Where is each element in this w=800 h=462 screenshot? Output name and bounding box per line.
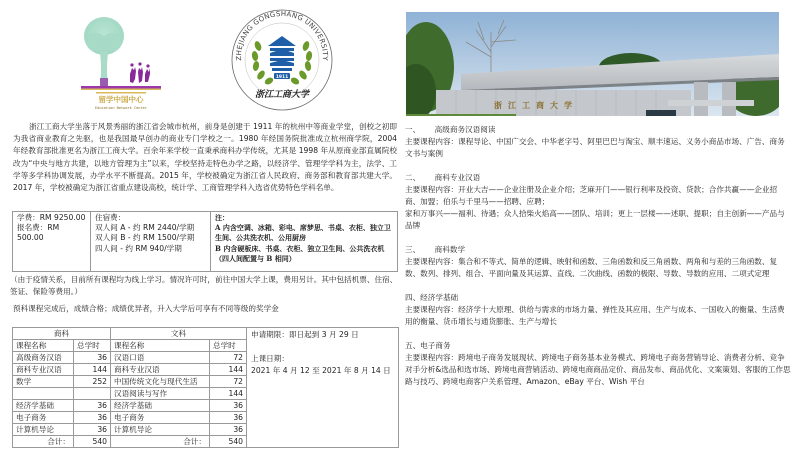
syllabus-item-business-chinese [405, 172, 791, 232]
arts-course: 汉语阅读与写作 [111, 388, 210, 400]
university-intro-paragraph: 浙江工商大学坐落于风景秀丽的浙江省会城市杭州，前身是创建于 1911 年的杭州中等商业学堂，创校之初即为我省商业教育之先驱，也是我国最早创办的商业专门学校之一。1980 年经国务院批准成立杭州商学院，2004 年经教育部批准更名为浙江工商大学。百余年来学校一直秉承商科办学传统，尤其是 1998 年从原商业部直属院校改为“中央与地方共建，以地方管理为主”以来，学校坚持走特色办学之路，以经济学、管理学学科为主，法学、工学等多学科协调发展，办学水平不断提高。2015 年，学校被确定为浙江省人民政府、商务部和教育部共建大学。 2017 年，学校被确定为浙江省重点建设高校，统计学、工商管理学科入选省优势特色学科名单。 [13, 122, 397, 193]
arts-course: 商科专业汉语 [111, 364, 210, 376]
section-content: 主要课程内容：开业大吉——企业注册及企业介绍；芝麻开门——银行利率及投资、贷款；合作共赢——企业招商、加盟；伯乐与千里马——招聘、应聘； [405, 185, 778, 206]
table-header-row [13, 328, 399, 340]
business-hours: 36 [74, 424, 111, 436]
section-title: 四、经济学基础 [405, 293, 459, 302]
col-course-name: 课程名称 [111, 340, 210, 352]
business-hours: 36 [74, 400, 111, 412]
business-course: 数学 [13, 376, 74, 388]
room-double-b: 双人间 B - 约 RM 1500/学期 [95, 233, 195, 243]
arts-course: 中国传统文化与现代生活 [111, 376, 210, 388]
education-center-logo [78, 14, 166, 112]
svg-text:ZHEJIANG GONGSHANG UNIVERSITY: ZHEJIANG GONGSHANG UNIVERSITY [234, 9, 330, 61]
arts-total: 540 [210, 436, 247, 448]
course-table [12, 327, 399, 448]
notes-label: 注： [215, 213, 229, 222]
registration-fee: 报名费：RM 500.00 [17, 223, 60, 243]
business-hours: 252 [74, 376, 111, 388]
business-course [13, 388, 74, 400]
business-hours: 36 [74, 352, 111, 364]
arts-course: 电子商务 [111, 412, 210, 424]
syllabus-item-ecommerce [405, 340, 791, 388]
arts-hours: 36 [210, 424, 247, 436]
section-content: 主要课程内容：课程导论、中国广交会、中华老字号、阿里巴巴与淘宝、顺丰速运、义务小商品市场、广告、商务文书与案例 [405, 137, 785, 158]
accommodation-label: 住宿费： [95, 213, 126, 222]
arts-course: 计算机导论 [111, 424, 210, 436]
business-total: 540 [74, 436, 111, 448]
svg-text:浙江工商大学: 浙江工商大学 [494, 100, 578, 110]
section-content: 主要课程内容：集合和不等式、简单的逻辑、映射和函数、三角函数和反三角函数、两角和与差的三角函数、复数、数列、排列、组合、平面向量及其运算、直线、二次曲线、函数的极限、导数、导数的应用、二项式定理 [405, 257, 778, 278]
class-dates-label: 上课日期： [251, 354, 289, 363]
business-course: 经济学基础 [13, 400, 74, 412]
svg-text:留学中国中心: 留学中国中心 [98, 95, 144, 104]
class-dates: 2021 年 4 月 12 至 2021 年 8 月 14 日 [251, 366, 391, 375]
arts-hours: 36 [210, 412, 247, 424]
arts-hours: 36 [210, 400, 247, 412]
tuition-fee: 学费：RM 9250.00 [17, 213, 86, 222]
scholarship-note: 预科课程完成后，成绩合格；成绩优异者，升入大学后可享有不同等级的奖学金 [13, 304, 279, 313]
room-quad: 四人间 - 约 RM 940/学期 [95, 243, 182, 253]
arts-course: 经济学基础 [111, 400, 210, 412]
arts-hours: 72 [210, 352, 247, 364]
svg-text:浙江工商大学: 浙江工商大学 [254, 90, 310, 100]
business-course: 计算机导论 [13, 424, 74, 436]
business-hours: 36 [74, 412, 111, 424]
section-title: 五、电子商务 [405, 341, 451, 350]
business-course: 电子商务 [13, 412, 74, 424]
covid-note: （由于疫情关系，目前所有课程均为线上学习。情况许可时，前往中国大学上课，费用另计。其中包括机票、住宿、签证、保险等费用。） [10, 275, 398, 296]
arts-hours: 144 [210, 364, 247, 376]
note-room-b: B 内含硬板床、书桌、衣柜、独立卫生间、公共洗衣机（四人间配置与 B 相同） [215, 243, 385, 263]
arts-total-label: 合计： [111, 436, 210, 448]
arts-header: 文科 [111, 328, 247, 340]
col-hours: 总学时 [74, 340, 111, 352]
col-course-name: 课程名称 [13, 340, 74, 352]
university-seal-icon [228, 4, 336, 112]
tree-logo-icon [78, 14, 166, 112]
schedule-info-cell [247, 328, 399, 448]
tuition-cell [13, 212, 91, 272]
campus-gate-photo [406, 12, 779, 116]
room-double-a: 双人间 A - 约 RM 2440/学期 [95, 223, 195, 233]
section-title: 二、 商科专业汉语 [405, 173, 481, 182]
business-hours [74, 388, 111, 400]
room-notes-cell [211, 212, 398, 272]
syllabus-section [405, 124, 791, 400]
campus-photo-image [406, 12, 779, 116]
business-hours: 144 [74, 364, 111, 376]
section-title: 一、 高级商务汉语阅读 [405, 125, 496, 134]
section-content: 主要课程内容：跨境电子商务发展现状、跨境电子商务基本业务模式、跨境电子商务营销导论、消费者分析、竞争对手分析&选品和选市场、跨境电商营销活动、跨境电商商品定价、商品发布、商品优化、文案策划、客服的工作思路与技巧、跨境电商客户关系管理、Amazon、eBay 平台、Wish 平台 [405, 353, 791, 386]
section-content: 主要课程内容：经济学十大原理、供给与需求的市场力量、弹性及其应用、生产与成本、一国收入的衡量、生活费用的衡量、货币增长与通货膨胀、生产与增长 [405, 305, 785, 326]
application-deadline: 申请期限：即日起到 3 月 29 日 [251, 330, 359, 339]
arts-hours: 144 [210, 388, 247, 400]
business-course: 高级商务汉语 [13, 352, 74, 364]
arts-hours: 72 [210, 376, 247, 388]
svg-text:Education Network Center: Education Network Center [95, 106, 147, 110]
section-content-continued: 家和万事兴——福利、待遇；众人拾柴火焰高——团队、培训；更上一层楼——述职、提职；自主创新——产品与品牌 [405, 209, 785, 230]
syllabus-item-business-reading [405, 124, 791, 160]
svg-text:1911: 1911 [275, 75, 289, 80]
arts-course: 汉语口语 [111, 352, 210, 364]
syllabus-item-economics [405, 292, 791, 328]
business-total-label: 合计： [13, 436, 74, 448]
accommodation-cell [91, 212, 211, 272]
business-header: 商科 [13, 328, 111, 340]
business-course: 商科专业汉语 [13, 364, 74, 376]
syllabus-item-business-math [405, 244, 791, 280]
fee-table [12, 211, 398, 272]
university-seal-logo [228, 4, 336, 112]
col-hours: 总学时 [210, 340, 247, 352]
section-title: 三、 商科数学 [405, 245, 466, 254]
note-room-a: A 内含空调、冰箱、彩电、席梦思、书桌、衣柜、独立卫生间、公共洗衣机、公用厨房 [215, 223, 391, 243]
